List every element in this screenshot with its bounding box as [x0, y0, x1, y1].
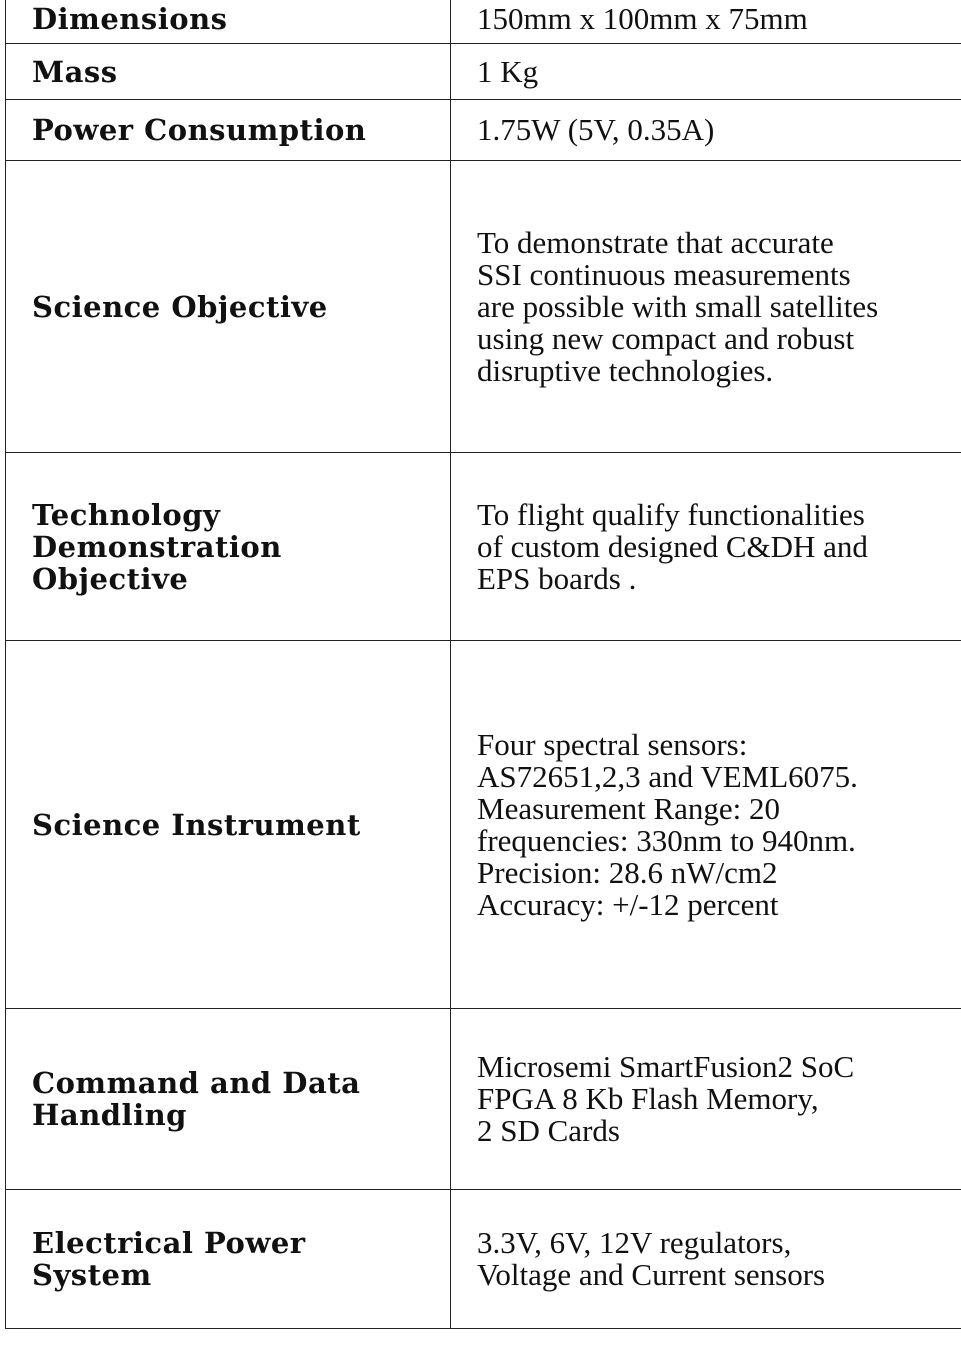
table-row-dimensions: [6, 0, 961, 44]
row-label: Mass: [32, 54, 118, 89]
row-label: Handling: [32, 1098, 187, 1132]
row-value-line: frequencies: 330nm to 940nm.: [477, 822, 856, 858]
row-value-line: AS72651,2,3 and VEML6075.: [477, 758, 858, 794]
label-cell: [6, 1009, 451, 1190]
value-cell: [451, 44, 961, 100]
label-cell: [6, 1190, 451, 1329]
value-cell: [451, 1190, 961, 1329]
row-label: Dimensions: [32, 2, 228, 36]
spec-table: [5, 0, 961, 1329]
table-row-science-instrument: [6, 641, 961, 1009]
row-value-line: of custom designed C&DH and: [477, 528, 868, 564]
table-row-command-and-data-handling: [6, 1009, 961, 1190]
row-value-line: Measurement Range: 20: [477, 790, 781, 826]
row-value-line: 2 SD Cards: [477, 1113, 620, 1148]
row-value-line: 1.75W (5V, 0.35A): [477, 112, 715, 147]
table-row-power-consumption: [6, 100, 961, 161]
label-cell: [6, 161, 451, 453]
label-cell: [6, 453, 451, 641]
row-value-line: are possible with small satellites: [477, 288, 879, 324]
row-value-line: 1 Kg: [477, 53, 539, 89]
value-cell: [451, 0, 961, 44]
row-value-line: SSI continuous measurements: [477, 256, 851, 292]
row-value-line: EPS boards .: [477, 560, 637, 596]
table-row-science-objective: [6, 161, 961, 453]
row-label: Electrical Power: [32, 1226, 306, 1260]
table-row-technology-demonstration-objective: [6, 453, 961, 641]
row-value-line: Voltage and Current sensors: [477, 1257, 826, 1292]
row-value-line: FPGA 8 Kb Flash Memory,: [477, 1081, 819, 1116]
row-label: Demonstration: [32, 529, 282, 564]
value-cell: [451, 1009, 961, 1190]
row-label: Power Consumption: [32, 113, 367, 147]
label-cell: [6, 100, 451, 161]
table-row-electrical-power-system: [6, 1190, 961, 1329]
row-label: Command and Data: [32, 1066, 361, 1100]
label-cell: [6, 641, 451, 1009]
row-value-line: 3.3V, 6V, 12V regulators,: [477, 1225, 792, 1260]
table-row-mass: [6, 44, 961, 100]
row-value-line: Accuracy: +/-12 percent: [477, 886, 779, 922]
row-label: Science Instrument: [32, 807, 361, 842]
row-value-line: disruptive technologies.: [477, 352, 774, 388]
row-label: Objective: [32, 561, 189, 596]
row-value-line: To flight qualify functionalities: [477, 496, 865, 532]
row-value-line: Precision: 28.6 nW/cm2: [477, 854, 778, 890]
label-cell: [6, 44, 451, 100]
row-value-line: using new compact and robust: [477, 320, 855, 356]
row-value-line: 150mm x 100mm x 75mm: [477, 1, 808, 36]
row-label: Technology: [32, 497, 221, 532]
row-value-line: Microsemi SmartFusion2 SoC: [477, 1049, 855, 1084]
value-cell: [451, 453, 961, 641]
row-value-line: To demonstrate that accurate: [477, 224, 834, 260]
value-cell: [451, 161, 961, 453]
label-cell: [6, 0, 451, 44]
row-label: System: [32, 1258, 152, 1292]
value-cell: [451, 100, 961, 161]
value-cell: [451, 641, 961, 1009]
row-label: Science Objective: [32, 289, 328, 324]
row-value-line: Four spectral sensors:: [477, 726, 748, 762]
